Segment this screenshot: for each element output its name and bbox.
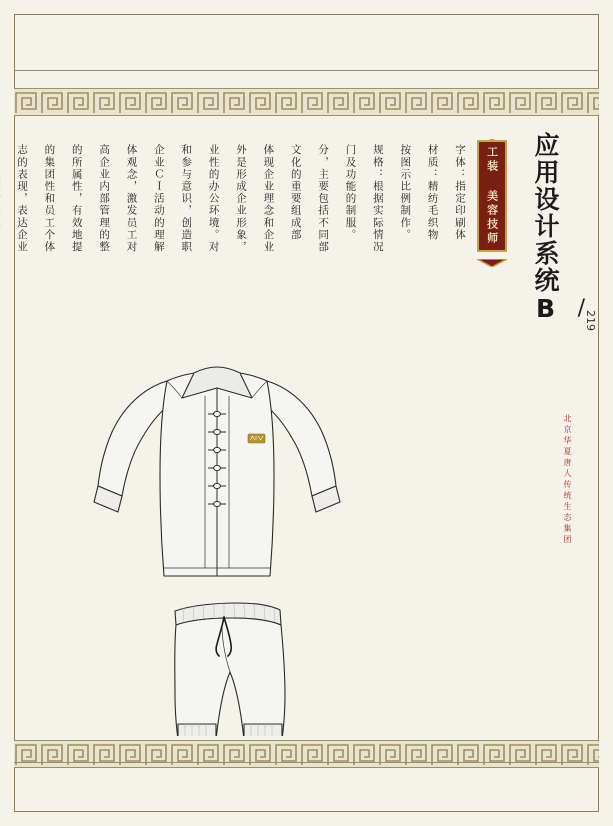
- body-column-6: 企业ＣＩ活动的理解: [152, 144, 165, 253]
- seal-cap-bottom: [477, 252, 507, 260]
- meander-pattern-icon: [14, 89, 599, 115]
- seal-ornament-bottom-icon: [477, 259, 507, 267]
- uniform-illustration: [72, 336, 362, 736]
- body-column-13: 门及功能的制服。: [344, 144, 357, 241]
- category-seal: [477, 140, 507, 252]
- seal-cap-top: [477, 132, 507, 140]
- body-column-2: 的集团性和员工个体: [43, 144, 56, 253]
- page-number-slash: /: [577, 296, 585, 321]
- content-area: [14, 114, 599, 740]
- body-column-8: 业性的办公环境。对: [207, 144, 220, 253]
- meander-pattern-icon-bottom: [14, 741, 599, 767]
- body-column-12: 分，主要包括不同部: [317, 144, 330, 253]
- body-column-3: 的所属性，有效地提: [70, 144, 83, 253]
- category-seal-label: 工装 美容技师: [485, 146, 499, 246]
- body-column-9: 外是形成企业形象，: [235, 144, 247, 253]
- company-side-caption: 北京华夏唐人传统生态集团: [563, 414, 572, 546]
- page-title-block: [533, 132, 577, 325]
- strip-lower: [14, 762, 599, 763]
- body-column-14: 规格：根据实际情况: [371, 144, 384, 253]
- strip-upper: [14, 70, 599, 71]
- body-text-columns: [0, 144, 469, 344]
- frame-line-bottom: [14, 811, 599, 812]
- uniform-drawing-icon: [72, 336, 362, 736]
- page-title: 应用设计系统B: [531, 132, 560, 325]
- body-column-15: 按图示比例制作。: [399, 144, 412, 241]
- body-column-0: [0, 144, 4, 334]
- body-column-5: 体观念，激发员工对: [125, 144, 138, 253]
- body-column-4: 高企业内部管理的整: [98, 144, 111, 253]
- body-column-1: 志的表现，表达企业: [16, 144, 28, 253]
- body-column-10: 体现企业理念和企业: [262, 144, 275, 253]
- body-column-17: 字体：指定印刷体: [454, 144, 466, 241]
- body-column-16: 材质：精纺毛织物: [426, 144, 439, 241]
- decorative-band-top: [14, 88, 599, 116]
- decorative-band-bottom: [14, 740, 599, 768]
- body-column-7: 和参与意识，创造职: [180, 144, 193, 253]
- frame-line-top: [14, 14, 599, 15]
- body-column-11: 文化的重要组成部: [289, 144, 302, 241]
- page-number: 219: [584, 310, 597, 331]
